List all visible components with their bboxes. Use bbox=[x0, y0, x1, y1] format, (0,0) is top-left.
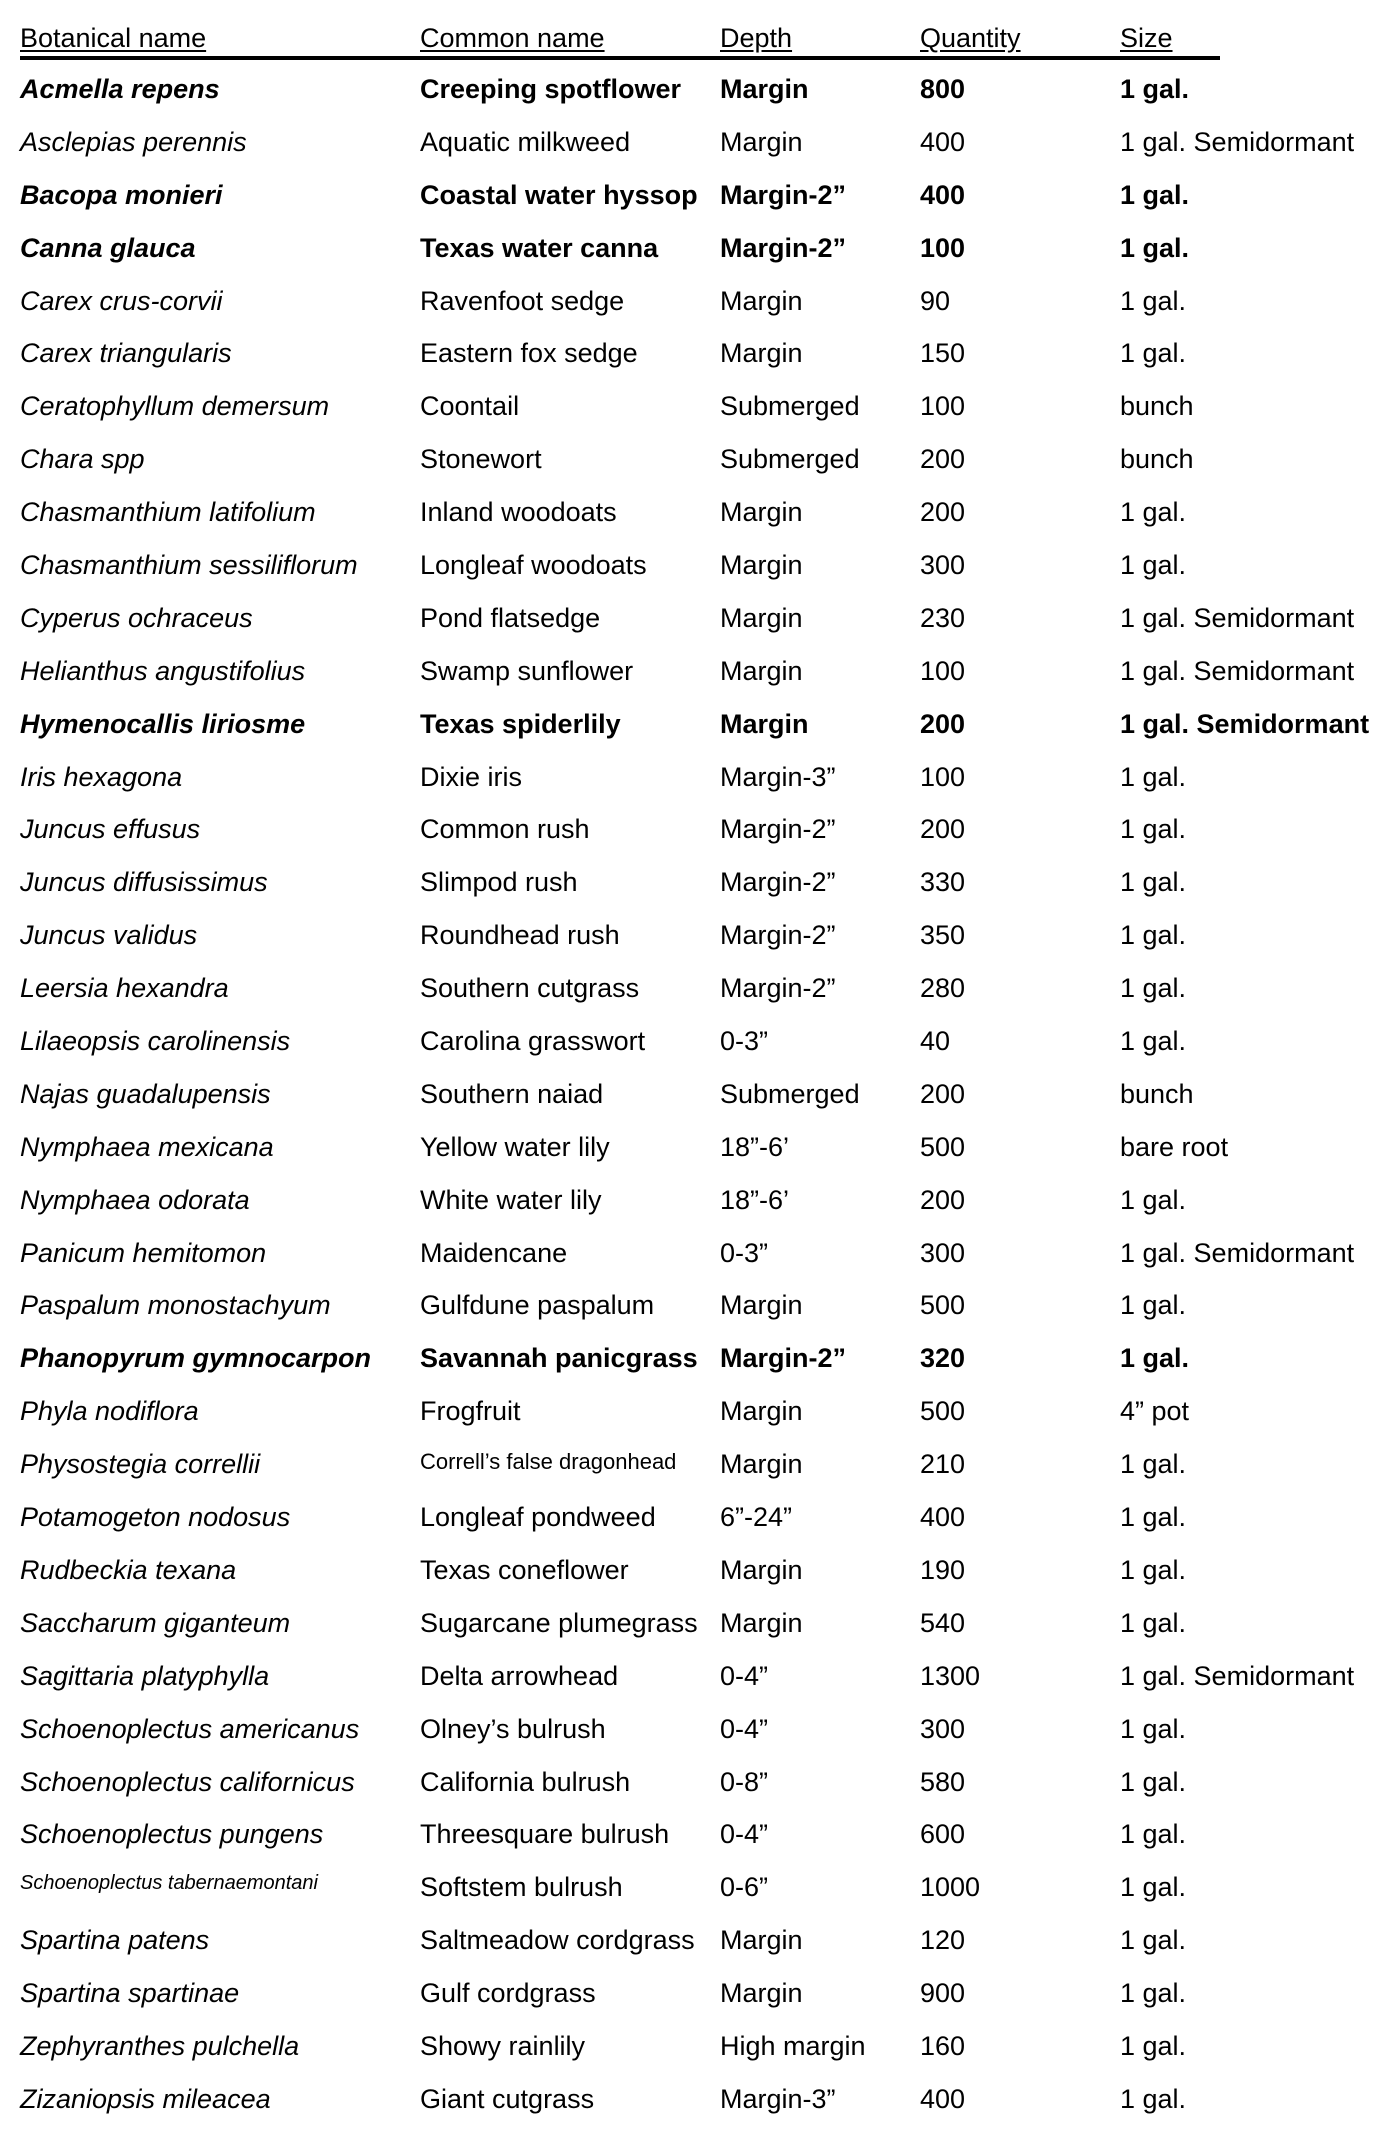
quantity-cell: 160 bbox=[920, 2030, 966, 2061]
depth-cell: 18”-6’ bbox=[720, 1131, 790, 1162]
quantity-cell: 200 bbox=[920, 814, 966, 845]
size-cell: bunch bbox=[1120, 1078, 1194, 1109]
quantity-cell: 400 bbox=[920, 2083, 966, 2114]
depth-cell: 0-3” bbox=[720, 1026, 769, 1057]
botanical-name-cell: Lilaeopsis carolinensis bbox=[20, 1026, 291, 1057]
quantity-cell: 230 bbox=[920, 602, 966, 633]
table-row bbox=[20, 172, 1380, 225]
common-name-cell: Texas spiderlily bbox=[420, 708, 621, 739]
size-cell: 1 gal. bbox=[1120, 867, 1187, 898]
botanical-name-cell: Bacopa monieri bbox=[20, 179, 223, 210]
depth-cell: Margin bbox=[720, 1449, 803, 1480]
common-name-cell: Southern cutgrass bbox=[420, 973, 640, 1004]
table-row bbox=[20, 383, 1380, 436]
common-name-cell: Common rush bbox=[420, 814, 590, 845]
size-cell: 1 gal. bbox=[1120, 1343, 1190, 1374]
depth-cell: Margin-2” bbox=[720, 920, 836, 951]
table-row bbox=[20, 330, 1380, 383]
size-cell: 1 gal. bbox=[1120, 1925, 1187, 1956]
depth-cell: Margin-2” bbox=[720, 232, 847, 263]
table-row bbox=[20, 912, 1380, 965]
botanical-name-cell: Chasmanthium sessiliflorum bbox=[20, 550, 358, 581]
botanical-name-cell: Zizaniopsis mileacea bbox=[20, 2083, 271, 2114]
common-name-cell: Stonewort bbox=[420, 444, 542, 475]
table-row bbox=[20, 1600, 1380, 1653]
botanical-name-cell: Canna glauca bbox=[20, 232, 196, 263]
botanical-name-cell: Chara spp bbox=[20, 444, 145, 475]
depth-cell: Submerged bbox=[720, 444, 860, 475]
quantity-cell: 330 bbox=[920, 867, 966, 898]
quantity-cell: 320 bbox=[920, 1343, 966, 1374]
depth-cell: Margin-2” bbox=[720, 179, 847, 210]
depth-cell: 0-6” bbox=[720, 1872, 769, 1903]
size-cell: 1 gal. bbox=[1120, 2083, 1187, 2114]
common-name-cell: Texas water canna bbox=[420, 232, 659, 263]
table-row bbox=[20, 1970, 1380, 2023]
size-cell: 1 gal. bbox=[1120, 1607, 1187, 1638]
size-cell: 1 gal. bbox=[1120, 1554, 1187, 1585]
botanical-name-cell: Potamogeton nodosus bbox=[20, 1502, 291, 1533]
quantity-cell: 300 bbox=[920, 1237, 966, 1268]
common-name-cell: Carolina grasswort bbox=[420, 1026, 646, 1057]
table-row bbox=[20, 2023, 1380, 2076]
botanical-name-cell: Juncus diffusissimus bbox=[20, 867, 268, 898]
table-row bbox=[20, 1864, 1380, 1917]
table-row bbox=[20, 1547, 1380, 1600]
size-cell: 1 gal. bbox=[1120, 1502, 1187, 1533]
botanical-name-cell: Physostegia correllii bbox=[20, 1449, 261, 1480]
table-row bbox=[20, 2076, 1380, 2129]
table-row bbox=[20, 1917, 1380, 1970]
size-cell: 1 gal. bbox=[1120, 338, 1187, 369]
table-row bbox=[20, 1706, 1380, 1759]
common-name-cell: Ravenfoot sedge bbox=[420, 285, 625, 316]
quantity-cell: 400 bbox=[920, 1502, 966, 1533]
common-name-cell: Roundhead rush bbox=[420, 920, 620, 951]
botanical-name-cell: Najas guadalupensis bbox=[20, 1078, 271, 1109]
quantity-cell: 100 bbox=[920, 655, 966, 686]
botanical-name-cell: Juncus validus bbox=[20, 920, 198, 951]
botanical-name-cell: Nymphaea odorata bbox=[20, 1184, 250, 1215]
size-cell: 1 gal. Semidormant bbox=[1120, 602, 1355, 633]
common-name-cell: Savannah panicgrass bbox=[420, 1343, 698, 1374]
botanical-name-cell: Rudbeckia texana bbox=[20, 1554, 237, 1585]
size-cell: 1 gal. bbox=[1120, 1819, 1187, 1850]
header-quantity: Quantity bbox=[920, 23, 1021, 53]
depth-cell: Margin bbox=[720, 1396, 803, 1427]
table-row bbox=[20, 1494, 1380, 1547]
depth-cell: Submerged bbox=[720, 1078, 860, 1109]
size-cell: 1 gal. bbox=[1120, 1713, 1187, 1744]
depth-cell: Margin bbox=[720, 708, 809, 739]
botanical-name-cell: Asclepias perennis bbox=[20, 126, 247, 157]
size-cell: 1 gal. Semidormant bbox=[1120, 126, 1355, 157]
quantity-cell: 1300 bbox=[920, 1660, 981, 1691]
size-cell: 1 gal. bbox=[1120, 920, 1187, 951]
common-name-cell: Sugarcane plumegrass bbox=[420, 1607, 698, 1638]
botanical-name-cell: Helianthus angustifolius bbox=[20, 655, 306, 686]
table-row bbox=[20, 225, 1380, 278]
common-name-cell: Pond flatsedge bbox=[420, 602, 601, 633]
botanical-name-cell: Panicum hemitomon bbox=[20, 1237, 267, 1268]
common-name-cell: Olney’s bulrush bbox=[420, 1713, 606, 1744]
size-cell: 1 gal. bbox=[1120, 973, 1187, 1004]
quantity-cell: 40 bbox=[920, 1026, 951, 1057]
size-cell: bunch bbox=[1120, 391, 1194, 422]
size-cell: 1 gal. bbox=[1120, 74, 1190, 104]
size-cell: bare root bbox=[1120, 1131, 1229, 1162]
quantity-cell: 350 bbox=[920, 920, 966, 951]
table-row bbox=[20, 595, 1380, 648]
table-row bbox=[20, 119, 1380, 172]
botanical-name-cell: Spartina patens bbox=[20, 1925, 210, 1956]
quantity-cell: 200 bbox=[920, 708, 966, 739]
table-row bbox=[20, 1282, 1380, 1335]
header-size: Size bbox=[1120, 23, 1173, 53]
common-name-cell: Longleaf pondweed bbox=[420, 1502, 656, 1533]
depth-cell: Margin bbox=[720, 1978, 803, 2009]
table-row bbox=[20, 1811, 1380, 1864]
quantity-cell: 120 bbox=[920, 1925, 966, 1956]
common-name-cell: Inland woodoats bbox=[420, 497, 617, 528]
table-row bbox=[20, 66, 1380, 119]
botanical-name-cell: Schoenoplectus americanus bbox=[20, 1713, 360, 1744]
depth-cell: Margin bbox=[720, 602, 803, 633]
botanical-name-cell: Juncus effusus bbox=[20, 814, 201, 845]
common-name-cell: White water lily bbox=[420, 1184, 602, 1215]
botanical-name-cell: Paspalum monostachyum bbox=[20, 1290, 331, 1321]
size-cell: 1 gal. Semidormant bbox=[1120, 708, 1370, 739]
depth-cell: Margin-2” bbox=[720, 867, 836, 898]
depth-cell: 0-8” bbox=[720, 1766, 769, 1797]
size-cell: 1 gal. bbox=[1120, 550, 1187, 581]
depth-cell: Margin bbox=[720, 126, 803, 157]
common-name-cell: Creeping spotflower bbox=[420, 74, 682, 104]
depth-cell: Margin-2” bbox=[720, 1343, 847, 1374]
depth-cell: Margin-2” bbox=[720, 973, 836, 1004]
size-cell: 1 gal. bbox=[1120, 232, 1190, 263]
botanical-name-cell: Phyla nodiflora bbox=[20, 1396, 199, 1427]
common-name-cell: Gulfdune paspalum bbox=[420, 1290, 655, 1321]
header-botanical-name: Botanical name bbox=[20, 23, 207, 53]
size-cell: 1 gal. bbox=[1120, 1978, 1187, 2009]
depth-cell: 0-4” bbox=[720, 1713, 769, 1744]
common-name-cell: Swamp sunflower bbox=[420, 655, 634, 686]
quantity-cell: 500 bbox=[920, 1396, 966, 1427]
table-row bbox=[20, 701, 1380, 754]
quantity-cell: 200 bbox=[920, 1184, 966, 1215]
quantity-cell: 280 bbox=[920, 973, 966, 1004]
botanical-name-cell: Carex triangularis bbox=[20, 338, 232, 369]
botanical-name-cell: Spartina spartinae bbox=[20, 1978, 240, 2009]
common-name-cell: Frogfruit bbox=[420, 1396, 521, 1427]
quantity-cell: 200 bbox=[920, 444, 966, 475]
common-name-cell: Softstem bulrush bbox=[420, 1872, 623, 1903]
size-cell: 1 gal. bbox=[1120, 2030, 1187, 2061]
botanical-name-cell: Schoenoplectus tabernaemontani bbox=[20, 1872, 318, 1895]
common-name-cell: Coontail bbox=[420, 391, 520, 422]
size-cell: 1 gal. Semidormant bbox=[1120, 1660, 1355, 1691]
table-row bbox=[20, 648, 1380, 701]
quantity-cell: 190 bbox=[920, 1554, 966, 1585]
quantity-cell: 600 bbox=[920, 1819, 966, 1850]
table-row bbox=[20, 859, 1380, 912]
size-cell: 1 gal. bbox=[1120, 1766, 1187, 1797]
common-name-cell: Texas coneflower bbox=[420, 1554, 629, 1585]
table-row bbox=[20, 542, 1380, 595]
table-row bbox=[20, 489, 1380, 542]
size-cell: 1 gal. bbox=[1120, 1872, 1187, 1903]
botanical-name-cell: Zephyranthes pulchella bbox=[20, 2030, 300, 2061]
depth-cell: Margin bbox=[720, 1607, 803, 1638]
table-row bbox=[20, 1018, 1380, 1071]
common-name-cell: Delta arrowhead bbox=[420, 1660, 619, 1691]
common-name-cell: California bulrush bbox=[420, 1766, 631, 1797]
depth-cell: Margin-3” bbox=[720, 761, 836, 792]
size-cell: 1 gal. bbox=[1120, 497, 1187, 528]
botanical-name-cell: Carex crus-corvii bbox=[20, 285, 223, 316]
common-name-cell: Aquatic milkweed bbox=[420, 126, 631, 157]
table-header bbox=[20, 18, 1220, 60]
common-name-cell: Threesquare bulrush bbox=[420, 1819, 670, 1850]
common-name-cell: Maidencane bbox=[420, 1237, 568, 1268]
quantity-cell: 540 bbox=[920, 1607, 966, 1638]
common-name-cell: Saltmeadow cordgrass bbox=[420, 1925, 695, 1956]
table-row bbox=[20, 278, 1380, 331]
depth-cell: Margin bbox=[720, 338, 803, 369]
table-row bbox=[20, 965, 1380, 1018]
size-cell: 4” pot bbox=[1120, 1396, 1190, 1427]
size-cell: 1 gal. bbox=[1120, 1290, 1187, 1321]
quantity-cell: 500 bbox=[920, 1290, 966, 1321]
botanical-name-cell: Schoenoplectus californicus bbox=[20, 1766, 355, 1797]
size-cell: 1 gal. Semidormant bbox=[1120, 1237, 1355, 1268]
table-row bbox=[20, 1388, 1380, 1441]
depth-cell: Margin-3” bbox=[720, 2083, 836, 2114]
quantity-cell: 200 bbox=[920, 497, 966, 528]
size-cell: 1 gal. bbox=[1120, 814, 1187, 845]
depth-cell: 0-3” bbox=[720, 1237, 769, 1268]
depth-cell: 0-4” bbox=[720, 1819, 769, 1850]
quantity-cell: 900 bbox=[920, 1978, 966, 2009]
header-common-name: Common name bbox=[420, 23, 605, 53]
quantity-cell: 100 bbox=[920, 761, 966, 792]
botanical-name-cell: Chasmanthium latifolium bbox=[20, 497, 316, 528]
size-cell: 1 gal. bbox=[1120, 1026, 1187, 1057]
common-name-cell: Eastern fox sedge bbox=[420, 338, 638, 369]
table-row bbox=[20, 1759, 1380, 1812]
size-cell: 1 gal. bbox=[1120, 285, 1187, 316]
size-cell: 1 gal. bbox=[1120, 1184, 1187, 1215]
table-row bbox=[20, 754, 1380, 807]
quantity-cell: 300 bbox=[920, 550, 966, 581]
depth-cell: 6”-24” bbox=[720, 1502, 793, 1533]
plant-table-body bbox=[20, 66, 1380, 2129]
botanical-name-cell: Phanopyrum gymnocarpon bbox=[20, 1343, 372, 1374]
quantity-cell: 150 bbox=[920, 338, 966, 369]
common-name-cell: Gulf cordgrass bbox=[420, 1978, 596, 2009]
botanical-name-cell: Hymenocallis liriosme bbox=[20, 708, 306, 739]
botanical-name-cell: Sagittaria platyphylla bbox=[20, 1660, 270, 1691]
depth-cell: Margin bbox=[720, 1925, 803, 1956]
depth-cell: Margin bbox=[720, 1554, 803, 1585]
common-name-cell: Dixie iris bbox=[420, 761, 523, 792]
table-row bbox=[20, 1230, 1380, 1283]
quantity-cell: 100 bbox=[920, 391, 966, 422]
botanical-name-cell: Schoenoplectus pungens bbox=[20, 1819, 324, 1850]
table-row bbox=[20, 1441, 1380, 1494]
quantity-cell: 1000 bbox=[920, 1872, 981, 1903]
botanical-name-cell: Iris hexagona bbox=[20, 761, 183, 792]
size-cell: 1 gal. bbox=[1120, 761, 1187, 792]
botanical-name-cell: Saccharum giganteum bbox=[20, 1607, 291, 1638]
quantity-cell: 100 bbox=[920, 232, 966, 263]
depth-cell: Margin bbox=[720, 655, 803, 686]
header-depth: Depth bbox=[720, 23, 793, 53]
quantity-cell: 200 bbox=[920, 1078, 966, 1109]
table-row bbox=[20, 1124, 1380, 1177]
common-name-cell: Longleaf woodoats bbox=[420, 550, 647, 581]
size-cell: 1 gal. bbox=[1120, 1449, 1187, 1480]
size-cell: 1 gal. bbox=[1120, 179, 1190, 210]
depth-cell: 0-4” bbox=[720, 1660, 769, 1691]
table-row bbox=[20, 1177, 1380, 1230]
quantity-cell: 90 bbox=[920, 285, 951, 316]
depth-cell: 18”-6’ bbox=[720, 1184, 790, 1215]
common-name-cell: Coastal water hyssop bbox=[420, 179, 698, 210]
depth-cell: Submerged bbox=[720, 391, 860, 422]
quantity-cell: 400 bbox=[920, 179, 966, 210]
quantity-cell: 800 bbox=[920, 74, 966, 104]
botanical-name-cell: Cyperus ochraceus bbox=[20, 602, 253, 633]
quantity-cell: 500 bbox=[920, 1131, 966, 1162]
botanical-name-cell: Nymphaea mexicana bbox=[20, 1131, 274, 1162]
size-cell: bunch bbox=[1120, 444, 1194, 475]
depth-cell: Margin bbox=[720, 1290, 803, 1321]
depth-cell: Margin bbox=[720, 497, 803, 528]
depth-cell: Margin bbox=[720, 74, 809, 104]
table-row bbox=[20, 1071, 1380, 1124]
botanical-name-cell: Ceratophyllum demersum bbox=[20, 391, 330, 422]
depth-cell: Margin bbox=[720, 550, 803, 581]
table-row bbox=[20, 1335, 1380, 1388]
quantity-cell: 210 bbox=[920, 1449, 966, 1480]
quantity-cell: 300 bbox=[920, 1713, 966, 1744]
depth-cell: Margin bbox=[720, 285, 803, 316]
quantity-cell: 400 bbox=[920, 126, 966, 157]
botanical-name-cell: Leersia hexandra bbox=[20, 973, 229, 1004]
common-name-cell: Correll’s false dragonhead bbox=[420, 1449, 677, 1475]
depth-cell: Margin-2” bbox=[720, 814, 836, 845]
common-name-cell: Southern naiad bbox=[420, 1078, 604, 1109]
depth-cell: High margin bbox=[720, 2030, 866, 2061]
botanical-name-cell: Acmella repens bbox=[20, 74, 220, 104]
table-row bbox=[20, 1653, 1380, 1706]
common-name-cell: Yellow water lily bbox=[420, 1131, 610, 1162]
quantity-cell: 580 bbox=[920, 1766, 966, 1797]
size-cell: 1 gal. Semidormant bbox=[1120, 655, 1355, 686]
table-row bbox=[20, 806, 1380, 859]
table-row bbox=[20, 436, 1380, 489]
common-name-cell: Slimpod rush bbox=[420, 867, 578, 898]
common-name-cell: Showy rainlily bbox=[420, 2030, 586, 2061]
common-name-cell: Giant cutgrass bbox=[420, 2083, 595, 2114]
